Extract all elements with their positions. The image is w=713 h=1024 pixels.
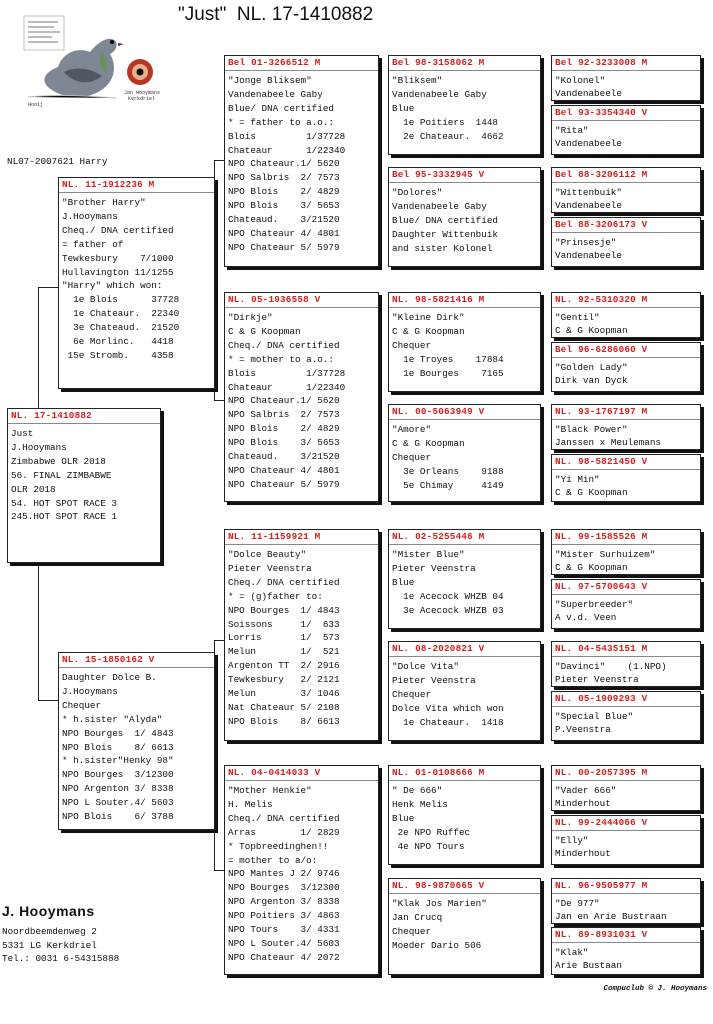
box-line: 1e Bourges 7165 xyxy=(392,367,504,379)
box-line: "Elly" xyxy=(555,835,589,846)
box-line: "Kolonel" xyxy=(555,75,606,86)
box-line: NPO Salbris 2/ 7573 xyxy=(228,409,340,421)
box-line: C & G Koopman xyxy=(555,325,628,336)
box-line: Cheq./ DNA certified xyxy=(228,339,340,351)
pedigree-box-g4 xyxy=(551,217,701,267)
box-line: NPO Bourges 1/ 4843 xyxy=(228,604,340,616)
ring-number: NL. 15-1850162 V xyxy=(59,654,214,668)
box-line: "Special Blue" xyxy=(555,711,634,722)
box-line: Pieter Veenstra xyxy=(228,562,312,574)
pedigree-box-subject xyxy=(7,408,161,563)
box-line: NPO Mantes J 2/ 9746 xyxy=(228,868,340,880)
box-line: "De 977" xyxy=(555,898,600,909)
connector-line xyxy=(38,700,58,701)
box-lines xyxy=(392,186,537,256)
box-line: Janssen x Meulemans xyxy=(555,437,662,448)
box-line: Minderhout xyxy=(555,848,611,859)
box-lines xyxy=(392,660,537,730)
box-line: Lorris 1/ 573 xyxy=(228,632,340,644)
box-line: "Mister Blue" xyxy=(392,549,465,560)
box-line: "Jonge Bliksem" xyxy=(228,75,312,86)
box-line: NPO Tours 3/ 4331 xyxy=(228,924,340,936)
ring-number: NL. 99-2444066 V xyxy=(552,817,700,831)
box-lines xyxy=(228,548,375,729)
box-line: NPO Chateaur 4/ 4801 xyxy=(228,464,340,476)
box-line: and sister Kolonel xyxy=(392,242,493,254)
box-lines xyxy=(555,710,697,736)
box-line: 3e Orleans 9188 xyxy=(392,465,504,477)
box-line: NPO Blois 2/ 4829 xyxy=(228,186,340,198)
box-line: Chateaud. 3/21520 xyxy=(228,451,340,463)
pedigree-box-g8 xyxy=(551,454,701,502)
box-line: "Klak Jos Marien" xyxy=(392,898,487,909)
pedigree-box-ddd xyxy=(388,878,541,975)
footer-credit: Compuclub © J. Hooymans xyxy=(603,985,707,993)
pedigree-box-g10 xyxy=(551,579,701,629)
box-lines xyxy=(228,74,375,255)
parent-note: NL07-2007621 Harry xyxy=(7,156,108,167)
box-line: 245.HOT SPOT RACE 1 xyxy=(11,511,118,523)
box-line: Daughter Wittenbuik xyxy=(392,228,499,240)
box-line: Blois 1/37728 xyxy=(228,367,346,379)
box-line: "Bliksem" xyxy=(392,75,443,86)
box-line: Jan en Arie Bustraan xyxy=(555,911,667,922)
box-line: "Superbreeder" xyxy=(555,599,634,610)
box-line: J.Hooymans xyxy=(11,441,67,453)
owner-city: 5331 LG Kerkdriel xyxy=(2,939,97,951)
box-line: Melun 3/ 1046 xyxy=(228,688,340,700)
box-line: Jan Crucq xyxy=(392,911,443,923)
ring-number: NL. 98-5821450 V xyxy=(552,456,700,470)
box-line: Henk Melis xyxy=(392,798,448,810)
owner-name: J. Hooymans xyxy=(2,903,95,919)
box-line: 1e Poitiers 1448 xyxy=(392,116,499,128)
ring-number: Bel 93-3354340 V xyxy=(552,107,700,121)
box-line: Vandenabeele Gaby xyxy=(392,88,487,100)
ring-number: NL. 02-5255446 M xyxy=(389,531,540,545)
box-line: Dirk van Dyck xyxy=(555,375,628,386)
ring-number: NL. 98-5821416 M xyxy=(389,294,540,308)
owner-block xyxy=(2,903,119,966)
box-line: Cheq./ DNA certified xyxy=(228,812,340,824)
box-line: NPO Chateaur 4/ 2072 xyxy=(228,951,340,963)
box-line: NPO Bourges 1/ 4843 xyxy=(62,727,174,739)
owner-address: Noordbeemdenweg 2 xyxy=(2,926,97,937)
ring-number: Bel 88-3206173 V xyxy=(552,219,700,233)
box-line: 1e Acecock WHZB 04 xyxy=(392,590,504,602)
box-line: "Rita" xyxy=(555,125,589,136)
ring-number: NL. 11-1912236 M xyxy=(59,179,214,193)
box-lines xyxy=(392,74,537,144)
box-line: NPO Chateaur.1/ 5620 xyxy=(228,158,340,170)
pedigree-box-dds xyxy=(388,765,541,865)
box-line: A v.d. Veen xyxy=(555,612,617,623)
box-line: Blois 1/37728 xyxy=(228,130,346,142)
box-lines xyxy=(555,124,697,150)
pedigree-box-sire-sire xyxy=(224,55,379,267)
pedigree-box-sire-dam xyxy=(224,292,379,502)
box-line: C & G Koopman xyxy=(555,562,628,573)
ring-number: NL. 05-1936558 V xyxy=(225,294,378,308)
box-line: Cheq./ DNA certified xyxy=(228,576,340,588)
box-line: 15e Stromb. 4358 xyxy=(62,349,174,361)
box-line: "Amore" xyxy=(392,424,432,435)
svg-text:Hooij: Hooij xyxy=(28,102,44,108)
ring-number: Bel 98-3158062 M xyxy=(389,57,540,71)
ring-number: NL. 05-1909293 V xyxy=(552,693,700,707)
box-line: Dolce Vita which won xyxy=(392,702,504,714)
pedigree-box-g15 xyxy=(551,878,701,924)
box-lines xyxy=(392,784,537,854)
box-line: 1e Troyes 17884 xyxy=(392,353,504,365)
pedigree-box-g3 xyxy=(551,167,701,213)
box-line: Chequer xyxy=(392,339,432,351)
box-line: NPO Argenton 3/ 8338 xyxy=(228,896,340,908)
pedigree-box-g5 xyxy=(551,292,701,338)
pedigree-box-dam-sire xyxy=(224,529,379,741)
ring-number: NL. 97-5700643 V xyxy=(552,581,700,595)
connector-line xyxy=(38,287,39,410)
connector-line xyxy=(38,287,58,288)
box-line: NPO Chateaur 4/ 4801 xyxy=(228,227,340,239)
box-line: Chequer xyxy=(392,688,432,700)
box-line: "Klak" xyxy=(555,947,589,958)
box-line: Minderhout xyxy=(555,798,611,809)
box-line: Pieter Veenstra xyxy=(392,674,476,686)
box-line: NPO L Souter.4/ 5603 xyxy=(62,797,174,809)
connector-line xyxy=(38,560,39,700)
ring-number: NL. 08-2020821 V xyxy=(389,643,540,657)
box-line: Hullavington 11/1255 xyxy=(62,266,174,278)
box-line: 54. HOT SPOT RACE 3 xyxy=(11,497,118,509)
ring-number: NL. 01-0108666 M xyxy=(389,767,540,781)
box-lines xyxy=(555,548,697,574)
box-line: "Harry" which won: xyxy=(62,280,163,292)
ring-number: NL. 00-2057395 M xyxy=(552,767,700,781)
ring-number: NL. 93-1767197 M xyxy=(552,406,700,420)
box-line: Pieter Veenstra xyxy=(555,674,639,685)
box-line: "Brother Harry" xyxy=(62,197,146,208)
box-line: Chateaur 1/22340 xyxy=(228,381,346,393)
box-line: NPO Bourges 3/12300 xyxy=(62,769,174,781)
box-line: 3e Chateaud. 21520 xyxy=(62,322,180,334)
box-line: NPO Poitiers 3/ 4863 xyxy=(228,910,340,922)
pedigree-box-sds xyxy=(388,292,541,392)
box-line: "Davinci" (1.NPO) xyxy=(555,661,667,672)
pedigree-box-g11 xyxy=(551,641,701,687)
pedigree-box-g12 xyxy=(551,691,701,741)
box-line: Nat Chateaur 5/ 2108 xyxy=(228,701,340,713)
box-line: "Prinsesje" xyxy=(555,237,617,248)
box-lines xyxy=(555,236,697,262)
ring-number: NL. 96-9505977 M xyxy=(552,880,700,894)
box-line: "Dolce Vita" xyxy=(392,661,459,672)
pedigree-box-g2 xyxy=(551,105,701,155)
box-line: "Vader 666" xyxy=(555,785,617,796)
pedigree-box-sss xyxy=(388,55,541,155)
box-line: 1e Chateaur. 1418 xyxy=(392,716,504,728)
box-line: 1e Chateaur. 22340 xyxy=(62,308,180,320)
box-lines xyxy=(555,473,697,499)
box-lines xyxy=(62,671,211,824)
connector-line xyxy=(214,870,224,871)
box-line: NPO Bourges 3/12300 xyxy=(228,882,340,894)
box-line: Chequer xyxy=(392,925,432,937)
pedigree-box-ssd xyxy=(388,167,541,267)
box-line: Vandenabeele xyxy=(555,200,622,211)
box-line: Tewkesbury 7/1000 xyxy=(62,252,174,264)
box-lines xyxy=(392,423,537,493)
box-lines xyxy=(228,784,375,965)
pedigree-box-g1 xyxy=(551,55,701,101)
box-lines xyxy=(555,423,697,449)
box-line: Vandenabeele Gaby xyxy=(228,88,323,100)
box-line: 4e NPO Tours xyxy=(392,840,465,852)
ring-number: Bel 01-3266512 M xyxy=(225,57,378,71)
box-line: NPO Blois 8/ 6613 xyxy=(228,715,340,727)
box-line: 6e Morlinc. 4418 xyxy=(62,336,174,348)
ring-number: NL. 04-5435151 M xyxy=(552,643,700,657)
box-lines xyxy=(11,427,157,524)
box-line: NPO Blois 3/ 5653 xyxy=(228,200,340,212)
pedigree-box-g7 xyxy=(551,404,701,450)
box-line: NPO Blois 6/ 3788 xyxy=(62,811,174,823)
box-line: J.Hooymans xyxy=(62,210,118,222)
box-line: C & G Koopman xyxy=(392,437,465,449)
box-line: NPO Salbris 2/ 7573 xyxy=(228,172,340,184)
box-line: Chateaur 1/22340 xyxy=(228,144,346,156)
box-line: Blue xyxy=(392,576,415,588)
box-line: C & G Koopman xyxy=(228,325,301,337)
ring-number: Bel 95-3332945 V xyxy=(389,169,540,183)
box-lines xyxy=(392,897,537,953)
connector-line xyxy=(214,400,224,401)
box-lines xyxy=(555,361,697,387)
box-lines xyxy=(555,598,697,624)
box-line: Vandenabeele xyxy=(555,88,622,99)
svg-text:Kerkdriel: Kerkdriel xyxy=(128,96,156,102)
box-lines xyxy=(555,660,697,686)
box-line: Melun 1/ 521 xyxy=(228,646,340,658)
box-lines xyxy=(555,311,697,337)
box-lines xyxy=(392,548,537,618)
box-line: * Topbreedinghen!! xyxy=(228,840,329,852)
box-line: Pieter Veenstra xyxy=(392,562,476,574)
pedigree-box-g16 xyxy=(551,927,701,975)
box-lines xyxy=(62,196,211,363)
box-line: NPO Chateaur 5/ 5979 xyxy=(228,478,340,490)
pedigree-box-dam xyxy=(58,652,215,830)
ring-number: NL. 99-1585526 M xyxy=(552,531,700,545)
pedigree-box-g14 xyxy=(551,815,701,865)
box-line: Tewkesbury 2/ 2121 xyxy=(228,674,340,686)
ring-number: Bel 88-3206112 M xyxy=(552,169,700,183)
box-lines xyxy=(555,784,697,810)
box-line: Chequer xyxy=(392,451,432,463)
pedigree-box-dam-dam xyxy=(224,765,379,975)
pigeon-logo xyxy=(18,12,168,112)
connector-line xyxy=(214,160,224,161)
box-line: * h.sister "Alyda" xyxy=(62,713,163,725)
box-line: "Mother Henkie" xyxy=(228,785,312,796)
box-line: NPO Chateaur.1/ 5620 xyxy=(228,395,340,407)
pedigree-box-dss xyxy=(388,529,541,629)
box-line: Blue/ DNA certified xyxy=(228,102,335,114)
ring-number: Bel 96-6286060 V xyxy=(552,344,700,358)
pedigree-box-dsd xyxy=(388,641,541,741)
box-line: 56. FINAL ZIMBABWE xyxy=(11,469,112,481)
box-line: "Mister Surhuizem" xyxy=(555,549,656,560)
box-line: "Dolce Beauty" xyxy=(228,549,307,560)
ring-number: NL. 17-1410882 xyxy=(8,410,160,424)
box-line: 3e Acecock WHZB 03 xyxy=(392,604,504,616)
box-line: NPO Blois 8/ 6613 xyxy=(62,741,174,753)
box-line: NPO Blois 2/ 4829 xyxy=(228,423,340,435)
box-line: * = father to a.o.: xyxy=(228,116,335,128)
box-line: 2e Chateaur. 4662 xyxy=(392,130,504,142)
box-line: NPO Chateaur 5/ 5979 xyxy=(228,241,340,253)
box-lines xyxy=(555,834,697,860)
box-lines xyxy=(228,311,375,492)
pedigree-box-g6 xyxy=(551,342,701,392)
box-line: C & G Koopman xyxy=(555,487,628,498)
box-line: Daughter Dolce B. xyxy=(62,672,157,683)
box-line: NPO Argenton 3/ 8338 xyxy=(62,783,174,795)
box-line: 2e NPO Ruffec xyxy=(392,826,471,838)
box-line: Vandenabeele Gaby xyxy=(392,200,487,212)
box-line: * = (g)father to: xyxy=(228,590,323,602)
box-line: NPO Blois 3/ 5653 xyxy=(228,437,340,449)
box-line: Arras 1/ 2829 xyxy=(228,826,340,838)
box-line: Chateaud. 3/21520 xyxy=(228,214,340,226)
box-lines xyxy=(555,897,697,923)
box-line: = father of xyxy=(62,238,124,250)
box-line: OLR 2018 xyxy=(11,483,56,495)
box-line: P.Veenstra xyxy=(555,724,611,735)
box-line: = mother to a/o: xyxy=(228,854,318,866)
box-line: "Gentil" xyxy=(555,312,600,323)
box-line: "Wittenbuik" xyxy=(555,187,622,198)
ring-number: NL. 11-1159921 M xyxy=(225,531,378,545)
box-lines xyxy=(555,946,697,972)
box-line: 5e Chimay 4149 xyxy=(392,479,504,491)
box-line: "Yi Min" xyxy=(555,474,600,485)
box-line: Just xyxy=(11,428,34,439)
box-line: "Kleine Dirk" xyxy=(392,312,465,323)
box-line: H. Melis xyxy=(228,798,273,810)
box-line: Argenton TT 2/ 2916 xyxy=(228,660,340,672)
box-line: Soissons 1/ 633 xyxy=(228,618,340,630)
box-line: "Golden Lady" xyxy=(555,362,628,373)
connector-line xyxy=(214,640,224,641)
page-title: "Just" NL. 17-1410882 xyxy=(178,4,374,25)
owner-phone: Tel.: 0031 6-54315888 xyxy=(2,953,120,964)
box-lines xyxy=(555,186,697,212)
ring-number: NL. 89-8931031 V xyxy=(552,929,700,943)
pedigree-box-g9 xyxy=(551,529,701,575)
ring-number: NL. 98-9870665 V xyxy=(389,880,540,894)
box-line: Blue/ DNA certified xyxy=(392,214,499,226)
box-line: "Dolores" xyxy=(392,187,443,198)
box-line: Vandenabeele xyxy=(555,250,622,261)
box-line: Cheq./ DNA certified xyxy=(62,224,174,236)
box-line: Zimbabwe OLR 2018 xyxy=(11,455,106,467)
ring-number: Bel 92-3233008 M xyxy=(552,57,700,71)
box-line: "Black Power" xyxy=(555,424,628,435)
pedigree-box-g13 xyxy=(551,765,701,811)
box-line: C & G Koopman xyxy=(392,325,465,337)
pedigree-box-sdd xyxy=(388,404,541,502)
svg-text:Jan Hooymans: Jan Hooymans xyxy=(124,90,161,96)
box-line: Vandenabeele xyxy=(555,138,622,149)
box-lines xyxy=(392,311,537,381)
ring-number: NL. 04-0414033 V xyxy=(225,767,378,781)
box-line: Chequer xyxy=(62,699,102,711)
box-line: 1e Blois 37728 xyxy=(62,294,180,306)
box-line: " De 666" xyxy=(392,785,443,796)
box-line: Blue xyxy=(392,102,415,114)
box-line: Arie Bustaan xyxy=(555,960,622,971)
box-line: Blue xyxy=(392,812,415,824)
box-line: "Dirkje" xyxy=(228,312,273,323)
ring-number: NL. 00-5063949 V xyxy=(389,406,540,420)
box-line: Moeder Dario 506 xyxy=(392,939,482,951)
box-lines xyxy=(555,74,697,100)
pedigree-box-sire xyxy=(58,177,215,389)
box-line: * h.sister"Henky 98" xyxy=(62,755,174,767)
box-line: * = mother to a.o.: xyxy=(228,353,335,365)
ring-number: NL. 92-5310320 M xyxy=(552,294,700,308)
box-line: NPO L Souter.4/ 5603 xyxy=(228,937,340,949)
box-line: J.Hooymans xyxy=(62,685,118,697)
